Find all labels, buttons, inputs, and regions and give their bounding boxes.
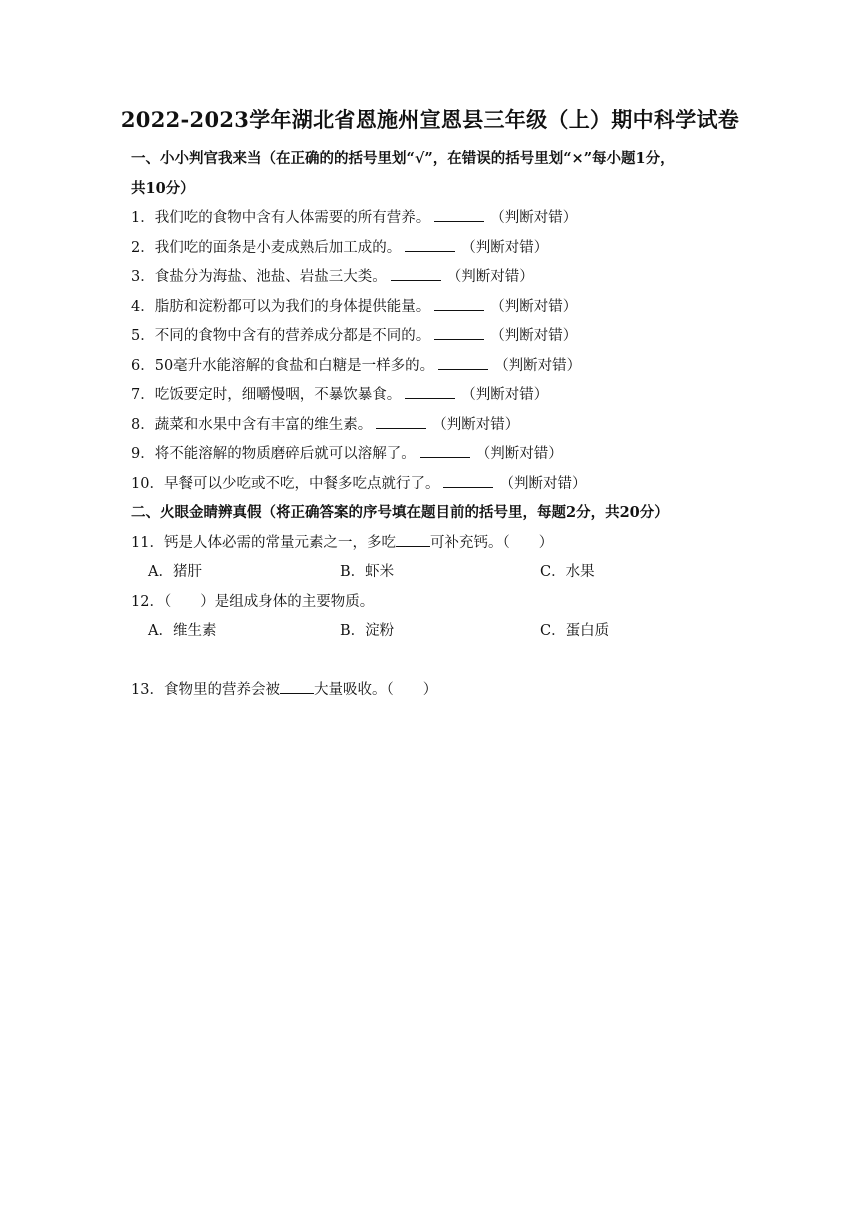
answer-blank[interactable] [420, 445, 470, 458]
judge-item-3: 3．食盐分为海盐、池盐、岩盐三大类。 （判断对错） [131, 269, 534, 285]
answer-blank[interactable] [434, 298, 484, 311]
answer-blank[interactable] [443, 475, 493, 488]
q11-option-c[interactable]: C．水果 [540, 564, 595, 580]
judge-item-2: 2．我们吃的面条是小麦成熟后加工成的。 （判断对错） [131, 240, 549, 256]
inline-blank[interactable] [396, 534, 430, 547]
question-12: 12．（ ）是组成身体的主要物质。 [131, 594, 375, 610]
section1-heading-line2: 共10分） [131, 180, 195, 197]
judge-item-10: 10．早餐可以少吃或不吃，中餐多吃点就行了。 （判断对错） [131, 476, 587, 492]
judge-item-9: 9．将不能溶解的物质磨碎后就可以溶解了。 （判断对错） [131, 446, 563, 462]
answer-blank[interactable] [434, 209, 484, 222]
section1-heading-line1: 一、小小判官我来当（在正确的的括号里划“√”，在错误的括号里划“×”每小题1分， [131, 150, 675, 167]
question-13: 13．食物里的营养会被 大量吸收。（ ） [131, 682, 438, 698]
exam-title: 2022-2023学年湖北省恩施州宣恩县三年级（上）期中科学试卷 [120, 107, 740, 132]
q11-option-b[interactable]: B．虾米 [340, 564, 395, 580]
judge-item-5: 5．不同的食物中含有的营养成分都是不同的。 （判断对错） [131, 328, 578, 344]
answer-blank[interactable] [438, 357, 488, 370]
answer-blank[interactable] [405, 386, 455, 399]
judge-item-7: 7．吃饭要定时，细嚼慢咽，不暴饮暴食。 （判断对错） [131, 387, 549, 403]
answer-blank[interactable] [391, 268, 441, 281]
answer-blank[interactable] [376, 416, 426, 429]
q11-option-a[interactable]: A．猪肝 [148, 564, 202, 580]
section2-heading: 二、火眼金睛辨真假（将正确答案的序号填在题目前的括号里，每题2分，共20分） [131, 504, 669, 521]
inline-blank[interactable] [280, 681, 314, 694]
q12-option-a[interactable]: A．维生素 [148, 623, 217, 639]
q12-option-b[interactable]: B．淀粉 [340, 623, 395, 639]
question-11: 11．钙是人体必需的常量元素之一，多吃 可补充钙。（ ） [131, 535, 554, 551]
answer-blank[interactable] [434, 327, 484, 340]
judge-item-6: 6．50毫升水能溶解的食盐和白糖是一样多的。 （判断对错） [131, 358, 582, 374]
judge-item-8: 8．蔬菜和水果中含有丰富的维生素。 （判断对错） [131, 417, 520, 433]
judge-item-1: 1．我们吃的食物中含有人体需要的所有营养。 （判断对错） [131, 210, 578, 226]
answer-blank[interactable] [405, 239, 455, 252]
q12-option-c[interactable]: C．蛋白质 [540, 623, 610, 639]
judge-item-4: 4．脂肪和淀粉都可以为我们的身体提供能量。 （判断对错） [131, 299, 578, 315]
